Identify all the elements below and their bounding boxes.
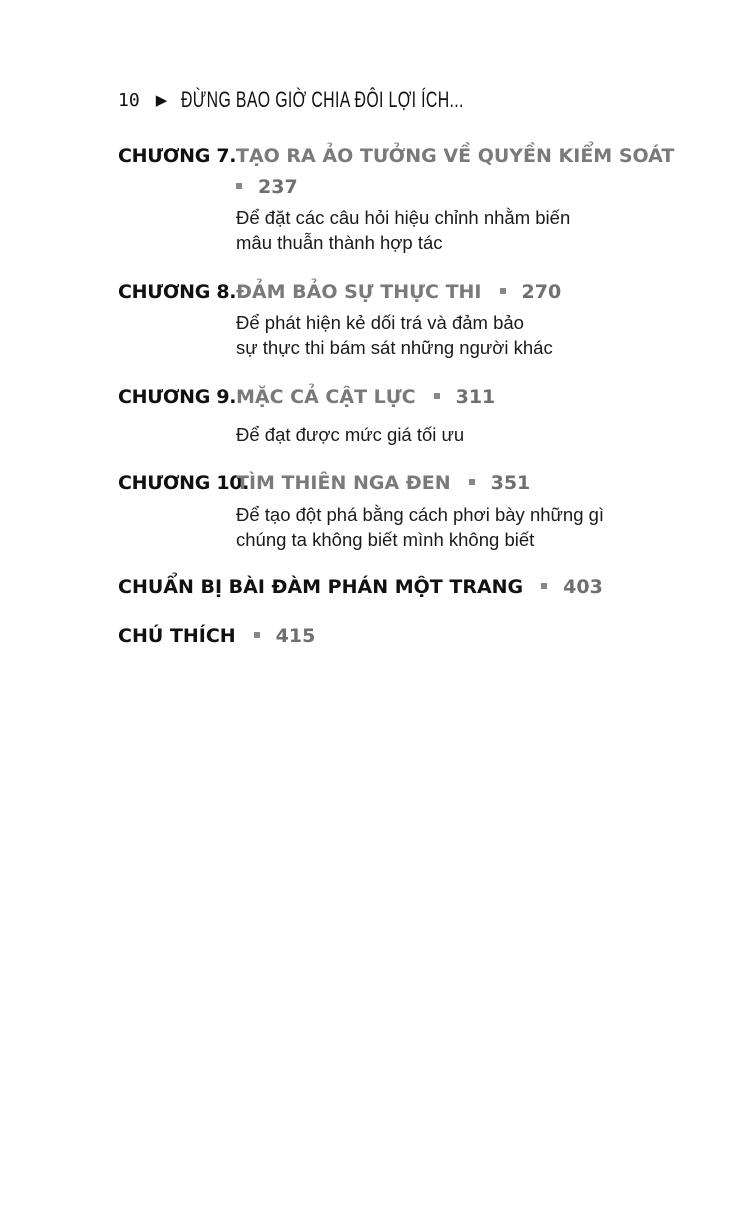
desc-line: Để đạt được mức giá tối ưu	[236, 424, 465, 445]
toc-entry-ch9[interactable]	[118, 385, 495, 409]
bullet-icon	[434, 393, 440, 399]
chapter-title: ĐẢM BẢO SỰ THỰC THI	[236, 281, 482, 303]
bullet-icon	[500, 288, 506, 294]
chapter-description	[236, 310, 553, 360]
desc-line: Để phát hiện kẻ dối trá và đảm bảo	[236, 312, 524, 333]
desc-line: Để đặt các câu hỏi hiệu chỉnh nhằm biến	[236, 207, 571, 228]
chapter-description	[236, 205, 570, 255]
toc-entry-ch10[interactable]	[118, 471, 530, 495]
page-ref: 270	[521, 281, 562, 303]
chapter-title: TẠO RA ẢO TƯỞNG VỀ QUYỀN KIỂM SOÁT	[236, 145, 675, 167]
page-ref: 403	[563, 576, 603, 598]
toc-page-ch7	[236, 175, 298, 199]
bullet-icon	[541, 583, 547, 589]
page-ref: 237	[258, 176, 298, 198]
arrow-icon: ▶	[155, 91, 168, 109]
chapter-label: CHƯƠNG 9.	[118, 386, 237, 408]
running-header	[118, 86, 574, 114]
chapter-title: TÌM THIÊN NGA ĐEN	[236, 472, 451, 494]
page-number: 10	[118, 89, 140, 111]
bullet-icon	[236, 183, 242, 189]
desc-line: mâu thuẫn thành hợp tác	[236, 232, 443, 253]
section-title: CHUẨN BỊ BÀI ĐÀM PHÁN MỘT TRANG	[118, 576, 524, 598]
desc-line: chúng ta không biết mình không biết	[236, 529, 535, 550]
bullet-icon	[469, 479, 475, 485]
toc-entry-ch8[interactable]	[118, 280, 561, 304]
chapter-label: CHƯƠNG 8.	[118, 281, 237, 303]
toc-entry-ch7[interactable]	[118, 144, 674, 168]
section-title: CHÚ THÍCH	[118, 625, 236, 647]
chapter-title: MẶC CẢ CẬT LỰC	[236, 386, 416, 408]
toc-entry-one-page-prep[interactable]	[118, 575, 603, 599]
page-ref: 351	[490, 472, 531, 494]
page-ref: 311	[455, 386, 496, 408]
bullet-icon	[254, 632, 260, 638]
chapter-label: CHƯƠNG 7.	[118, 145, 237, 167]
toc-entry-notes[interactable]	[118, 624, 315, 648]
desc-line: Để tạo đột phá bằng cách phơi bày những gì	[236, 504, 605, 525]
desc-line: sự thực thi bám sát những người khác	[236, 337, 553, 358]
chapter-description	[236, 502, 604, 552]
running-title: ĐỪNG BAO GIỜ CHIA ĐÔI LỢI ÍCH...	[181, 87, 465, 112]
page-ref: 415	[275, 625, 316, 647]
chapter-description	[236, 422, 464, 447]
chapter-label: CHƯƠNG 10.	[118, 472, 250, 494]
